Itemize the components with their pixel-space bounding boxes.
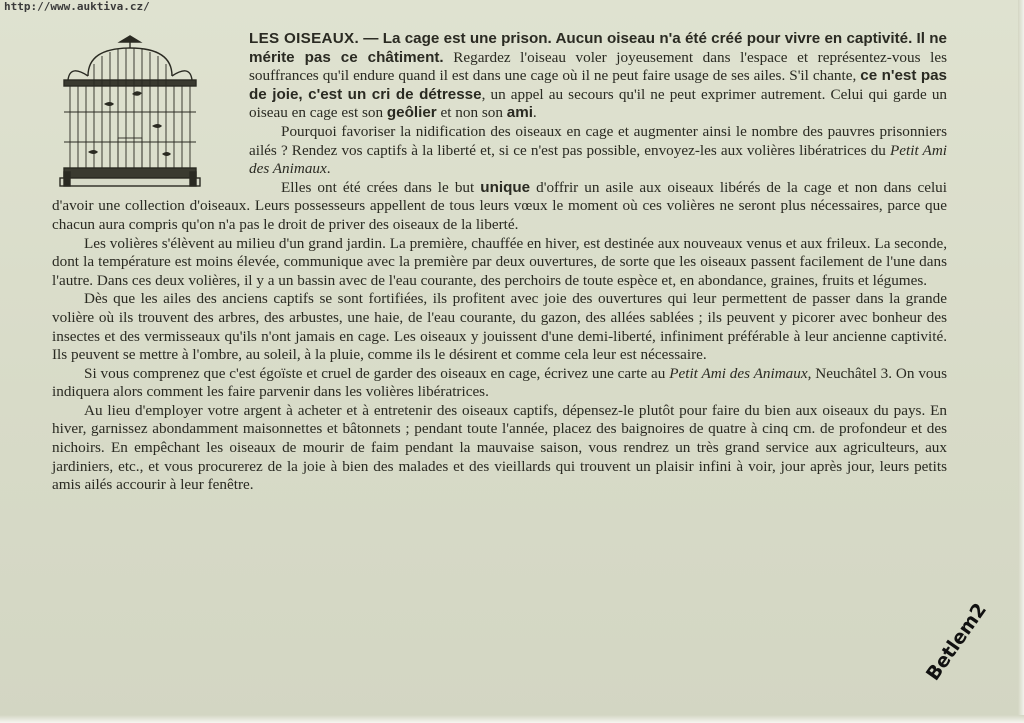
p6-text-c: , Neuchâtel 3. On vous indiquera alors comment les faire parvenir dans les volières libératrices.: [52, 364, 948, 401]
seller-stamp: Betlem2: [922, 599, 991, 685]
p1-text-a: Regardez l'oiseau voler joyeusement dans l'espace et représentez-vous les souffrances qu'il endure quand il est dans une cage où il ne peut faire usage de ses ailes. S'il chante,: [249, 48, 947, 85]
article-title: LES OISEAUX.: [249, 30, 359, 47]
p2-text-a: Pourquoi favoriser la nidification des oiseaux en cage et augmenter ainsi le nombre des pauvres prisonniers ailés ? Rendez vos captifs à la liberté et, si ce n'est pas possible, envoyez-les aux volières libératrices du: [249, 122, 947, 159]
watermark-url: http://www.auktiva.cz/: [4, 0, 150, 13]
title-dash: —: [359, 30, 383, 47]
card-edge-bottom: [0, 715, 1024, 723]
p1-text-g: .: [532, 104, 537, 122]
p2-text-c: .: [326, 160, 331, 178]
p1-emphasis: ce n'est pas de joie, c'est un cri de détresse: [249, 67, 948, 103]
p6-organisation: Petit Ami des Animaux: [669, 364, 808, 382]
p3-text-a: Elles ont été crées dans le but: [281, 178, 481, 196]
lead-sentence: La cage est une prison. Aucun oiseau n'a été créé pour vivre en captivité. Il ne mérite pas ce châtiment.: [249, 30, 947, 66]
p1-ami: ami: [506, 104, 533, 122]
p1-text-e: et non son: [436, 104, 507, 122]
p6-text-a: Si vous comprenez que c'est égoïste et cruel de garder des oiseaux en cage, écrivez une carte au: [84, 364, 670, 382]
p3-text-c: d'offrir un asile aux oiseaux libérés de la cage et non dans celui d'avoir une collection d'oiseaux. Leurs possesseurs appellent de tous leurs vœux le moment où ces volières ne seront plus nécessaires, parce que chacun aura compris qu'on n'a pas le droit de priver des oiseaux de la liberté.: [52, 178, 947, 233]
paragraph-6: [52, 365, 947, 402]
p1-text-c: , un appel au secours qu'il ne peut exprimer autrement. Celui qui garde un oiseau en cage est son: [249, 85, 948, 122]
paragraph-4: Les volières s'élèvent au milieu d'un grand jardin. La première, chauffée en hiver, est destinée aux nouveaux venus et aux frileux. La seconde, dont la température est moins élevée, communique avec la première par deux ouvertures, de sorte que les oiseaux passent facilement de l'une dans l'autre. Dans ces deux volières, il y a un bassin avec de l'eau courante, des perchoirs de toute espèce et, en abondance, graines, fruits et légumes.: [52, 234, 947, 289]
p3-unique: unique: [480, 178, 531, 196]
card-edge-right: [1018, 0, 1024, 723]
article-body: [52, 30, 947, 495]
p1-geolier: geôlier: [386, 104, 437, 122]
paragraph-7: Au lieu d'employer votre argent à acheter et à entretenir des oiseaux captifs, dépensez-le plutôt pour faire du bien aux oiseaux du pays. En hiver, garnissez abondamment maisonnettes et bâtonnets ; pendant toute l'année, placez des baignoires de quatre à cinq cm. de profondeur et des nichoirs. En empêchant les oiseaux de mourir de faim pendant la mauvaise saison, vous rendrez un très grand service aux agriculteurs, aux jardiniers, etc., et vous procurerez de la joie à bien des malades et des vieillards qui trouvent un plaisir infini à voir, jour après jour, leurs petits amis ailés accourir à leur fenêtre.: [52, 401, 947, 494]
illustration-spacer: [52, 30, 249, 192]
paragraph-5: Dès que les ailes des anciens captifs se sont fortifiées, ils profitent avec joie des ouvertures qui leur permettent de passer dans la grande volière où ils trouvent des arbres, des arbustes, une haie, de l'eau courante, du gazon, des allées sablées ; ils peuvent y picorer avec bonheur des insectes et des vermisseaux qu'ils n'ont jamais en cage. Les oiseaux y jouissent d'une demi-liberté, infiniment préférable à leur ancienne captivité. Ils peuvent se mettre à l'ombre, au soleil, à la pluie, comme ils le désirent et comme cela leur est nécessaire.: [52, 290, 947, 364]
p2-organisation: Petit Ami des Animaux: [249, 141, 948, 178]
